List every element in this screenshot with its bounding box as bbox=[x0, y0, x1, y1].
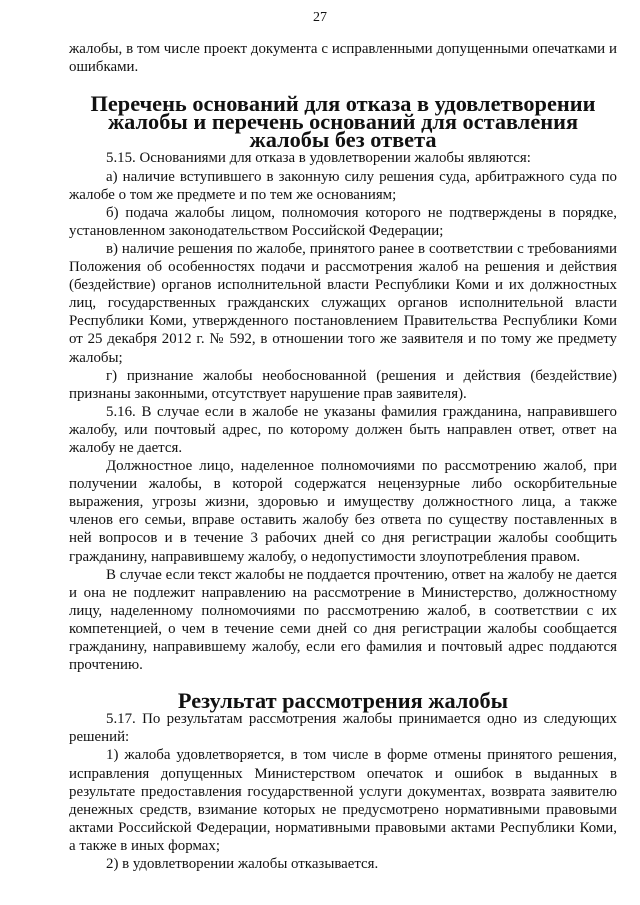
paragraph-5-15: 5.15. Основаниями для отказа в удовлетворении жалобы являются: bbox=[106, 150, 531, 167]
list-item-g: г) признание жалобы необоснованной (решения и действия (бездействие) признаны законными, отсутствует нарушение прав заявителя). bbox=[69, 367, 617, 402]
list-item-2: 2) в удовлетворении жалобы отказывается. bbox=[106, 856, 379, 873]
section-heading-complaint-result: Результат рассмотрения жалобы bbox=[177, 688, 509, 714]
list-item-a: а) наличие вступившего в законную силу решения суда, арбитражного суда по жалобе о том же предмете и по тем же основаниям; bbox=[69, 168, 617, 203]
paragraph-obscene-complaints: Должностное лицо, наделенное полномочиями по рассмотрению жалоб, при получении жалобы, в которой содержатся нецензурные либо оскорбительные выражения, угрозы жизни, здоровью и имуществу должностного лица, а также членов его семьи, вправе оставить жалобу без ответа по существу поставленных в ней вопросов и в течение 3 рабочих дней со дня регистрации жалобы сообщить гражданину, направившему жалобу, о недопустимости злоупотребления правом. bbox=[69, 458, 617, 565]
document-body bbox=[69, 40, 617, 873]
list-item-1: 1) жалоба удовлетворяется, в том числе в форме отмены принятого решения, исправления допущенных Министерством опечаток и ошибок в выданных в результате предоставления государственной услуги документах, возврата заявителю денежных средств, взимание которых не предусмотрено нормативными правовыми актами Российской Федерации, нормативными правовыми актами Республики Коми, а также в иных формах; bbox=[69, 747, 617, 854]
section-heading-refusal-grounds: Перечень оснований для отказа в удовлетворении жалобы и перечень оснований для оставления жалобы без ответа bbox=[90, 91, 596, 153]
page-number: 27 bbox=[313, 10, 327, 25]
paragraph-5-17: 5.17. По результатам рассмотрения жалобы принимается одно из следующих решений: bbox=[69, 711, 617, 746]
paragraph-unreadable-complaints: В случае если текст жалобы не поддается прочтению, ответ на жалобу не дается и она не подлежит направлению на рассмотрение в Министерство, должностному лицу, наделенному полномочиями по рассмотрению жалоб, в соответствии с их компетенцией, о чем в течение семи дней со дня регистрации жалобы сообщается гражданину, направившему жалобу, если его фамилия и почтовый адрес поддаются прочтению. bbox=[69, 566, 617, 674]
list-item-b: б) подача жалобы лицом, полномочия которого не подтверждены в порядке, установленном законодательством Российской Федерации; bbox=[69, 204, 617, 239]
paragraph-5-16: 5.16. В случае если в жалобе не указаны фамилия гражданина, направившего жалобу, или почтовый адрес, по которому должен быть направлен ответ, ответ на жалобу не дается. bbox=[69, 403, 617, 456]
paragraph-continuation: жалобы, в том числе проект документа с исправленными допущенными опечатками и ошибками. bbox=[69, 41, 617, 76]
list-item-v: в) наличие решения по жалобе, принятого ранее в соответствии с требованиями Положения об особенностях подачи и рассмотрения жалоб на решения и действия (бездействие) органов исполнительной власти Республики Коми и их должностных лиц, государственных гражданских служащих органов исполнительной власти Республики Коми, утвержденного постановлением Правительства Республики Коми от 25 декабря 2012 г. № 592, в отношении того же заявителя и по тому же предмету жалобы; bbox=[69, 240, 617, 366]
